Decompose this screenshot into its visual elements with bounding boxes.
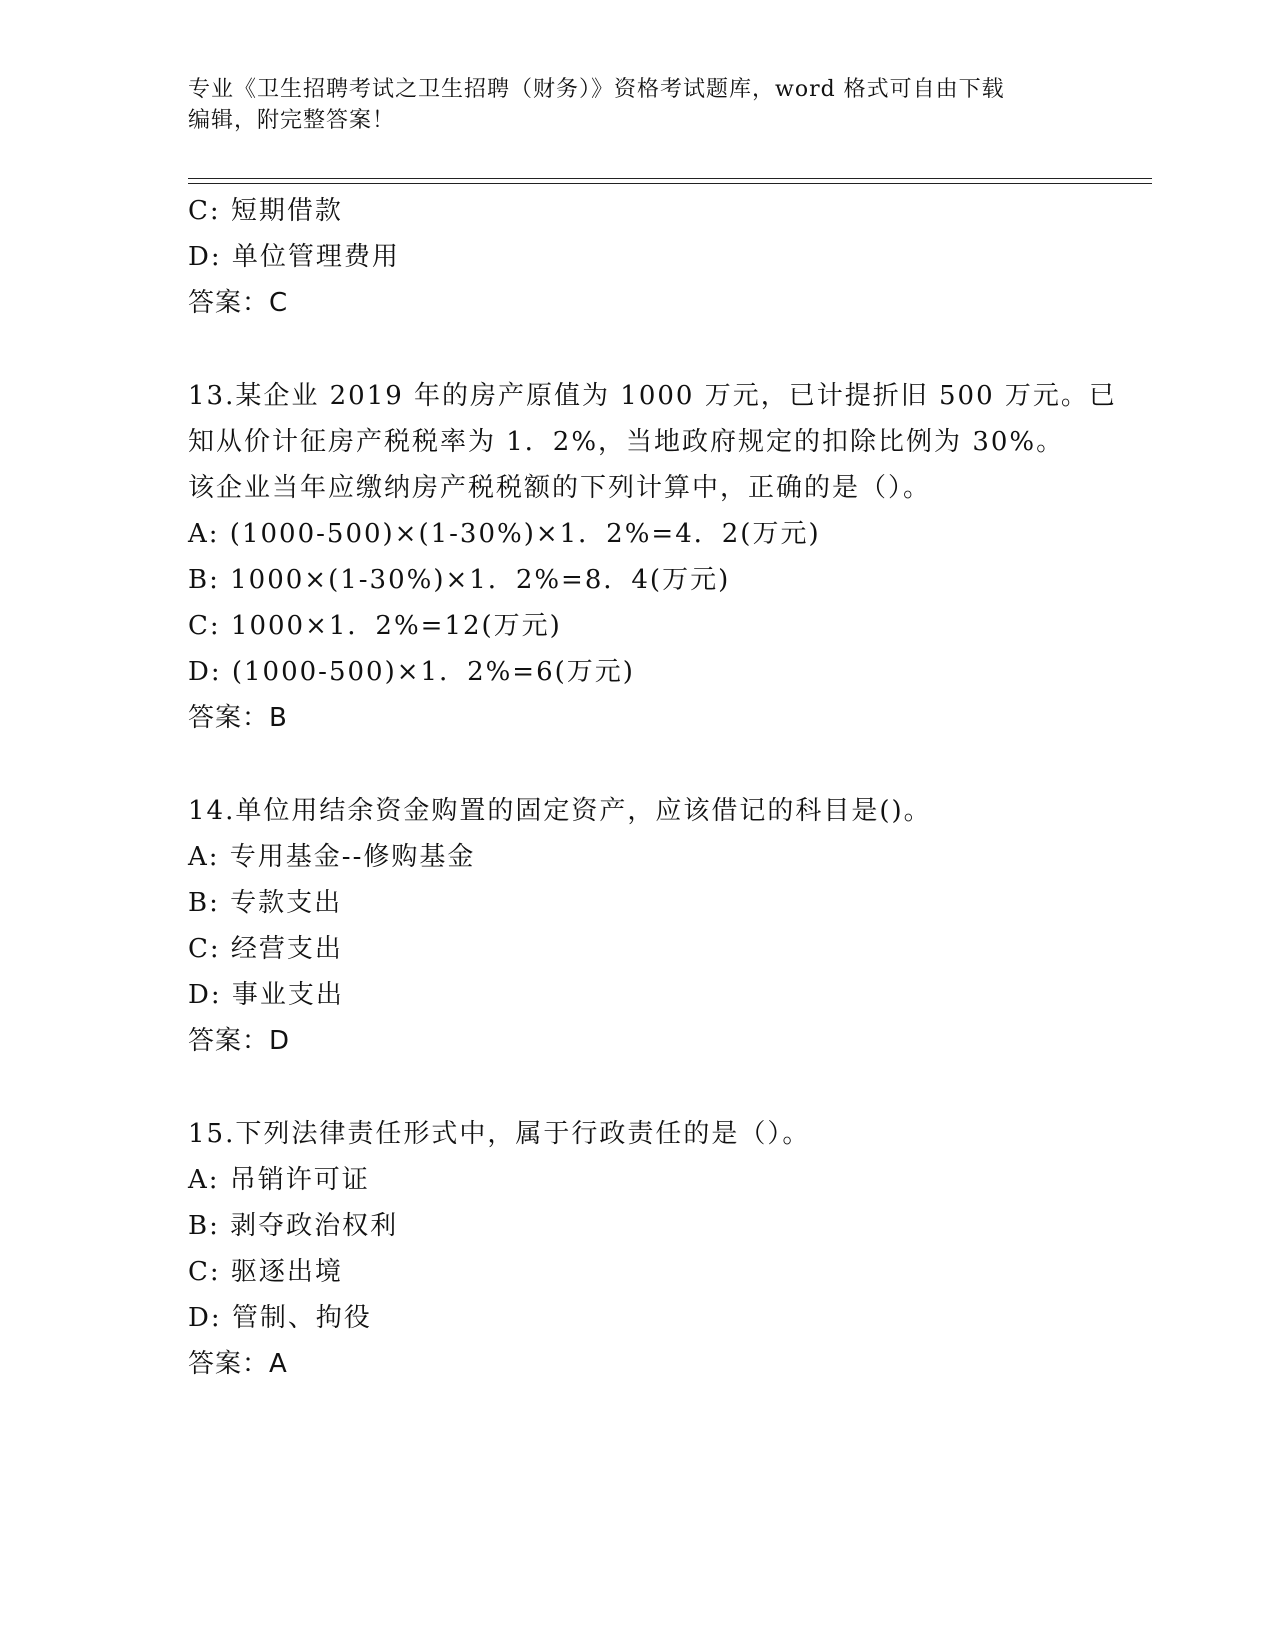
answer-line: 答案：A: [188, 1349, 288, 1379]
option-a: A: 吊销许可证: [188, 1165, 370, 1195]
header-title-line-1: 专业《卫生招聘考试之卫生招聘（财务）》资格考试题库，word 格式可自由下载: [188, 77, 1005, 102]
spacer: [188, 741, 1118, 788]
option-c: C: 1000×1．2%=12(万元): [188, 611, 562, 641]
option-b: B: 专款支出: [188, 888, 343, 918]
question-stem-line: 13.某企业 2019 年的房产原值为 1000 万元，已计提折旧 500 万元。已: [188, 381, 1117, 411]
header-divider-bottom: [188, 183, 1152, 184]
option-c: C: 经营支出: [188, 934, 343, 964]
question-12-tail: [188, 188, 1118, 326]
question-14: [188, 788, 1118, 1064]
question-stem-line: 该企业当年应缴纳房产税税额的下列计算中，正确的是（）。: [188, 473, 932, 503]
option-b: B: 剥夺政治权利: [188, 1211, 399, 1241]
header-divider-top: [188, 178, 1152, 179]
document-header: [188, 74, 1068, 136]
header-title-line-2: 编辑，附完整答案！: [188, 108, 396, 133]
question-stem-line: 15.下列法律责任形式中，属于行政责任的是（）。: [188, 1119, 811, 1149]
answer-line: 答案：D: [188, 1026, 291, 1056]
option-b: B: 1000×(1-30%)×1．2%=8．4(万元): [188, 565, 731, 595]
question-stem-line: 知从价计征房产税税率为 1．2%，当地政府规定的扣除比例为 30%。: [188, 427, 1065, 457]
question-stem-line: 14.单位用结余资金购置的固定资产，应该借记的科目是()。: [188, 796, 932, 826]
spacer: [188, 1064, 1118, 1111]
option-a: A: 专用基金--修购基金: [188, 842, 476, 872]
spacer: [188, 326, 1118, 373]
option-d: D: (1000-500)×1．2%=6(万元): [188, 657, 635, 687]
document-body: [188, 188, 1118, 1387]
option-c: C: 短期借款: [188, 196, 343, 226]
answer-line: 答案：B: [188, 703, 288, 733]
answer-line: 答案：C: [188, 288, 289, 318]
option-d: D: 事业支出: [188, 980, 344, 1010]
question-15: [188, 1111, 1118, 1387]
option-c: C: 驱逐出境: [188, 1257, 343, 1287]
option-d: D: 单位管理费用: [188, 242, 400, 272]
option-a: A: (1000-500)×(1-30%)×1．2%=4．2(万元): [188, 519, 821, 549]
option-d: D: 管制、拘役: [188, 1303, 372, 1333]
question-13: [188, 373, 1118, 741]
